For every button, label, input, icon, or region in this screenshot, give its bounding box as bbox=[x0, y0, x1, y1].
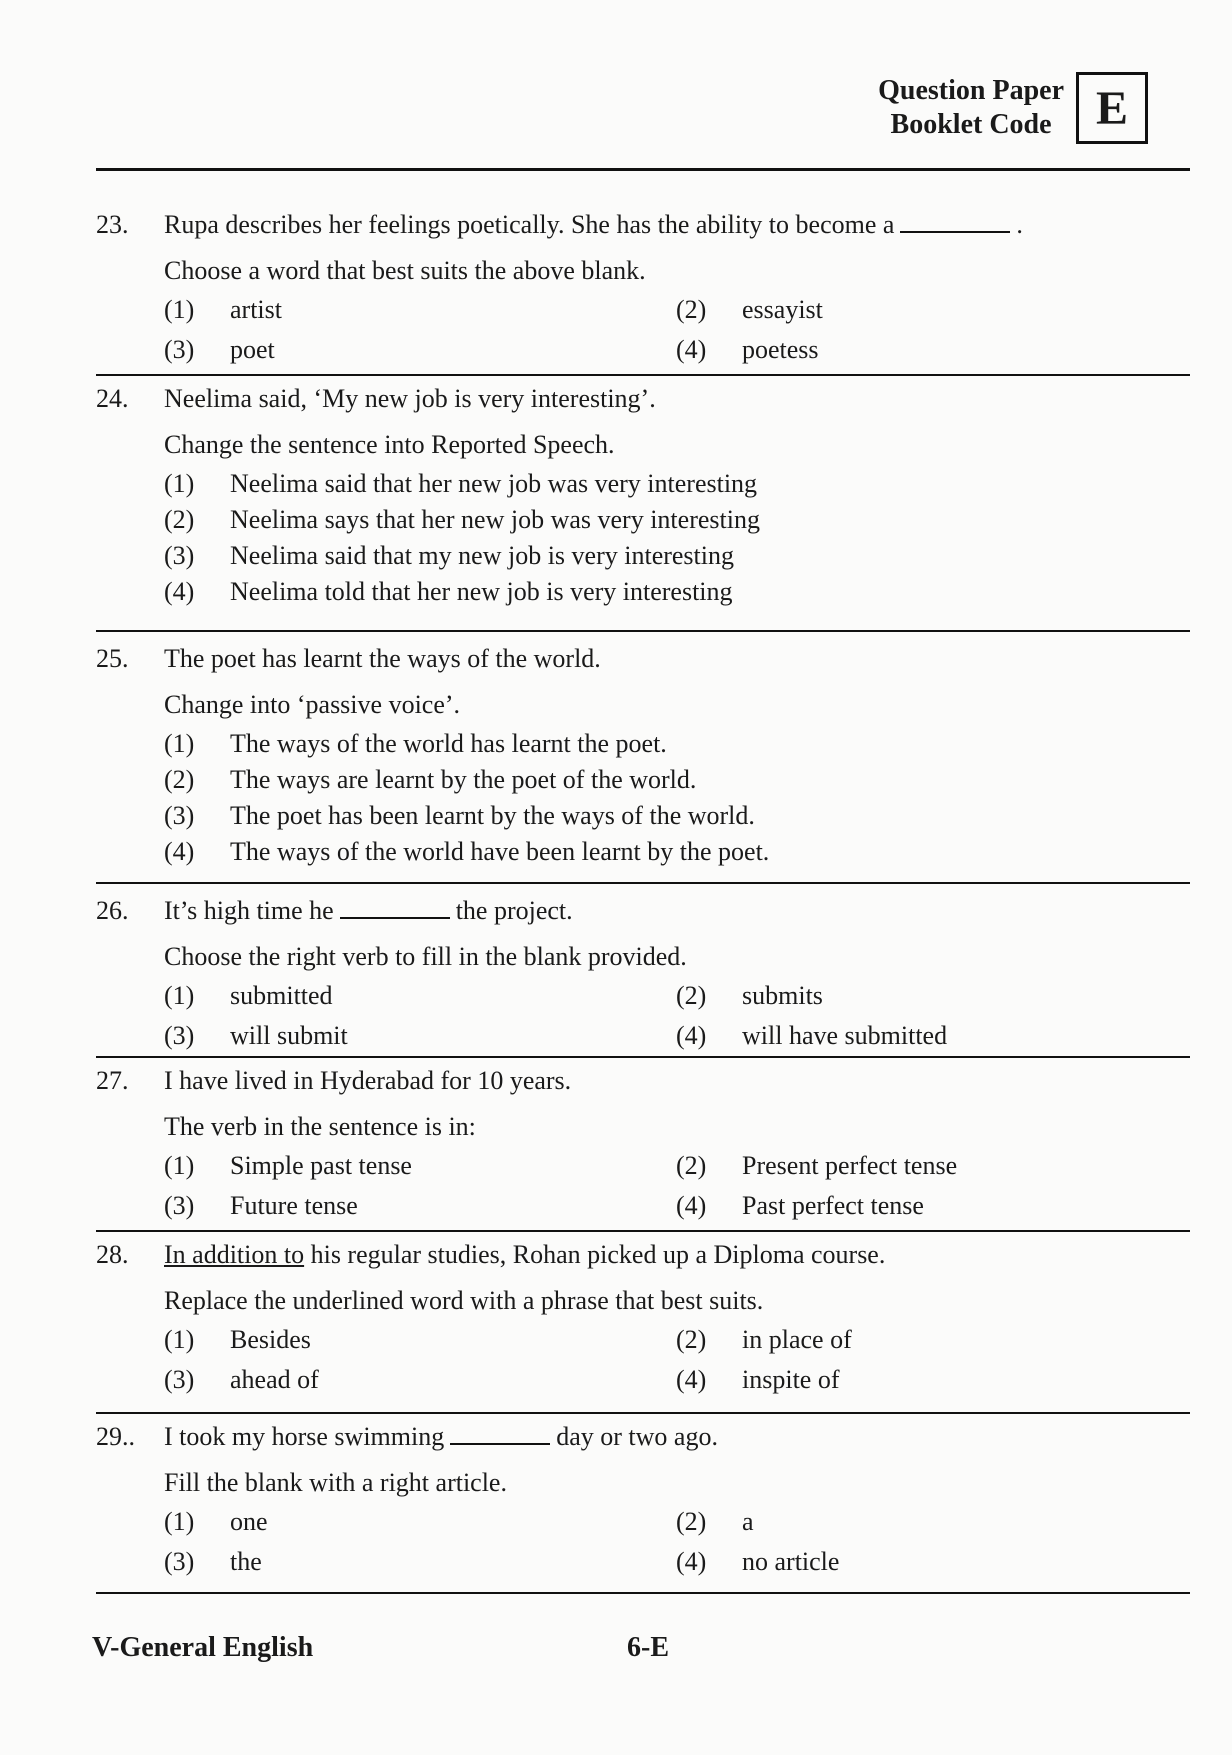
option-2[interactable] bbox=[676, 1148, 1172, 1184]
question-text-after: day or two ago. bbox=[556, 1422, 718, 1451]
booklet-code-label-line2: Booklet Code bbox=[890, 109, 1052, 140]
question-number: 24. bbox=[96, 384, 129, 413]
header-divider bbox=[96, 168, 1190, 171]
option-text: submits bbox=[742, 981, 823, 1010]
question-text-rest: his regular studies, Rohan picked up a Diploma course. bbox=[310, 1240, 886, 1269]
footer-page-number: 6-E bbox=[627, 1632, 669, 1663]
option-number: (2) bbox=[676, 1507, 707, 1536]
option-2[interactable] bbox=[676, 292, 1172, 328]
option-number: (4) bbox=[676, 335, 707, 364]
option-3[interactable] bbox=[164, 1544, 676, 1580]
option-4[interactable] bbox=[164, 834, 1172, 870]
option-4[interactable] bbox=[676, 1544, 1172, 1580]
option-4[interactable] bbox=[676, 1018, 1172, 1054]
booklet-code-label-line1: Question Paper bbox=[878, 75, 1064, 106]
option-text: ahead of bbox=[230, 1365, 319, 1394]
question-text-after: . bbox=[1016, 210, 1023, 239]
question-24 bbox=[96, 384, 1172, 610]
options-grid bbox=[164, 1322, 1172, 1398]
question-number: 26. bbox=[96, 896, 129, 925]
question-text bbox=[164, 1422, 718, 1452]
question-23 bbox=[96, 210, 1172, 368]
option-text: poetess bbox=[742, 335, 819, 364]
option-text: Besides bbox=[230, 1325, 311, 1354]
options-grid bbox=[164, 978, 1172, 1054]
question-divider bbox=[96, 630, 1190, 632]
question-text-after: the project. bbox=[455, 896, 573, 925]
option-text: The ways are learnt by the poet of the world. bbox=[230, 765, 697, 794]
option-text: The ways of the world have been learnt by the poet. bbox=[230, 837, 770, 866]
option-4[interactable] bbox=[676, 1188, 1172, 1224]
option-text: no article bbox=[742, 1547, 840, 1576]
option-text: The ways of the world has learnt the poet. bbox=[230, 729, 667, 758]
option-number: (4) bbox=[676, 1365, 707, 1394]
booklet-code-block bbox=[878, 72, 1148, 144]
option-3[interactable] bbox=[164, 1018, 676, 1054]
question-instruction: Change the sentence into Reported Speech. bbox=[164, 430, 615, 459]
option-text: a bbox=[742, 1507, 754, 1536]
booklet-code-box: E bbox=[1076, 72, 1148, 144]
question-text bbox=[164, 896, 573, 926]
question-text: Neelima said, ‘My new job is very interesting’. bbox=[164, 384, 656, 413]
option-4[interactable] bbox=[676, 1362, 1172, 1398]
answer-blank bbox=[450, 1423, 550, 1445]
underlined-phrase: In addition to bbox=[164, 1240, 305, 1269]
option-number: (3) bbox=[164, 541, 195, 570]
question-text bbox=[164, 1240, 885, 1270]
option-number: (3) bbox=[164, 1191, 195, 1220]
option-2[interactable] bbox=[676, 978, 1172, 1014]
question-27 bbox=[96, 1066, 1172, 1224]
option-text: poet bbox=[230, 335, 275, 364]
option-3[interactable] bbox=[164, 1188, 676, 1224]
question-instruction: Choose the right verb to fill in the blank provided. bbox=[164, 942, 687, 971]
question-instruction: Fill the blank with a right article. bbox=[164, 1468, 507, 1497]
option-number: (3) bbox=[164, 801, 195, 830]
option-1[interactable] bbox=[164, 292, 676, 328]
option-text: inspite of bbox=[742, 1365, 840, 1394]
option-number: (1) bbox=[164, 981, 195, 1010]
answer-blank bbox=[340, 897, 450, 919]
options-list bbox=[164, 466, 1172, 610]
question-number: 27. bbox=[96, 1066, 129, 1095]
question-number: 23. bbox=[96, 210, 129, 239]
question-text: I have lived in Hyderabad for 10 years. bbox=[164, 1066, 572, 1095]
option-3[interactable] bbox=[164, 332, 676, 368]
option-number: (1) bbox=[164, 1507, 195, 1536]
option-number: (4) bbox=[676, 1547, 707, 1576]
question-instruction: The verb in the sentence is in: bbox=[164, 1112, 476, 1141]
option-number: (4) bbox=[164, 577, 195, 606]
booklet-code-label bbox=[878, 74, 1064, 142]
option-text: in place of bbox=[742, 1325, 852, 1354]
question-text-before: Rupa describes her feelings poetically. She has the ability to become a bbox=[164, 210, 895, 239]
option-number: (1) bbox=[164, 1325, 195, 1354]
question-text-before: I took my horse swimming bbox=[164, 1422, 445, 1451]
option-number: (2) bbox=[676, 1325, 707, 1354]
option-4[interactable] bbox=[676, 332, 1172, 368]
question-text bbox=[164, 210, 1023, 240]
option-text: Future tense bbox=[230, 1191, 358, 1220]
question-25 bbox=[96, 644, 1172, 870]
option-number: (3) bbox=[164, 1021, 195, 1050]
option-number: (2) bbox=[164, 505, 195, 534]
question-instruction: Change into ‘passive voice’. bbox=[164, 690, 461, 719]
question-26 bbox=[96, 896, 1172, 1054]
option-number: (1) bbox=[164, 729, 195, 758]
option-text: one bbox=[230, 1507, 268, 1536]
question-divider bbox=[96, 882, 1190, 884]
answer-blank bbox=[900, 211, 1010, 233]
option-text: the bbox=[230, 1547, 262, 1576]
option-1[interactable] bbox=[164, 726, 1172, 762]
option-number: (2) bbox=[676, 981, 707, 1010]
option-number: (4) bbox=[676, 1021, 707, 1050]
question-divider bbox=[96, 1056, 1190, 1058]
option-3[interactable] bbox=[164, 1362, 676, 1398]
option-1[interactable] bbox=[164, 1148, 676, 1184]
option-number: (4) bbox=[676, 1191, 707, 1220]
option-number: (3) bbox=[164, 1365, 195, 1394]
question-divider bbox=[96, 1592, 1190, 1594]
option-text: essayist bbox=[742, 295, 823, 324]
option-1[interactable] bbox=[164, 1504, 676, 1540]
question-29 bbox=[96, 1422, 1172, 1580]
option-4[interactable] bbox=[164, 574, 1172, 610]
option-number: (4) bbox=[164, 837, 195, 866]
option-1[interactable] bbox=[164, 1322, 676, 1358]
option-1[interactable] bbox=[164, 466, 1172, 502]
option-2[interactable] bbox=[676, 1322, 1172, 1358]
option-text: submitted bbox=[230, 981, 333, 1010]
option-text: will have submitted bbox=[742, 1021, 948, 1050]
option-3[interactable] bbox=[164, 538, 1172, 574]
option-2[interactable] bbox=[676, 1504, 1172, 1540]
option-text: Simple past tense bbox=[230, 1151, 412, 1180]
option-text: Present perfect tense bbox=[742, 1151, 958, 1180]
question-number: 29.. bbox=[96, 1422, 135, 1451]
option-number: (1) bbox=[164, 295, 195, 324]
option-2[interactable] bbox=[164, 762, 1172, 798]
options-grid bbox=[164, 1148, 1172, 1224]
question-divider bbox=[96, 1412, 1190, 1414]
option-text: Neelima said that my new job is very interesting bbox=[230, 541, 734, 570]
option-text: will submit bbox=[230, 1021, 348, 1050]
options-grid bbox=[164, 292, 1172, 368]
question-number: 28. bbox=[96, 1240, 129, 1269]
option-number: (2) bbox=[676, 1151, 707, 1180]
option-text: Neelima said that her new job was very interesting bbox=[230, 469, 758, 498]
option-text: The poet has been learnt by the ways of the world. bbox=[230, 801, 755, 830]
option-2[interactable] bbox=[164, 502, 1172, 538]
question-text-before: It’s high time he bbox=[164, 896, 334, 925]
footer-subject: V-General English bbox=[92, 1632, 314, 1663]
question-divider bbox=[96, 1230, 1190, 1232]
option-text: Past perfect tense bbox=[742, 1191, 924, 1220]
option-number: (1) bbox=[164, 469, 195, 498]
question-divider bbox=[96, 374, 1190, 376]
question-instruction: Choose a word that best suits the above blank. bbox=[164, 256, 646, 285]
option-3[interactable] bbox=[164, 798, 1172, 834]
question-number: 25. bbox=[96, 644, 129, 673]
option-text: Neelima told that her new job is very interesting bbox=[230, 577, 733, 606]
question-text: The poet has learnt the ways of the world. bbox=[164, 644, 601, 673]
option-1[interactable] bbox=[164, 978, 676, 1014]
question-instruction: Replace the underlined word with a phrase that best suits. bbox=[164, 1286, 764, 1315]
option-number: (3) bbox=[164, 1547, 195, 1576]
option-number: (2) bbox=[676, 295, 707, 324]
option-number: (3) bbox=[164, 335, 195, 364]
option-number: (1) bbox=[164, 1151, 195, 1180]
question-28 bbox=[96, 1240, 1172, 1398]
option-number: (2) bbox=[164, 765, 195, 794]
options-grid bbox=[164, 1504, 1172, 1580]
option-text: Neelima says that her new job was very interesting bbox=[230, 505, 760, 534]
option-text: artist bbox=[230, 295, 282, 324]
options-list bbox=[164, 726, 1172, 870]
